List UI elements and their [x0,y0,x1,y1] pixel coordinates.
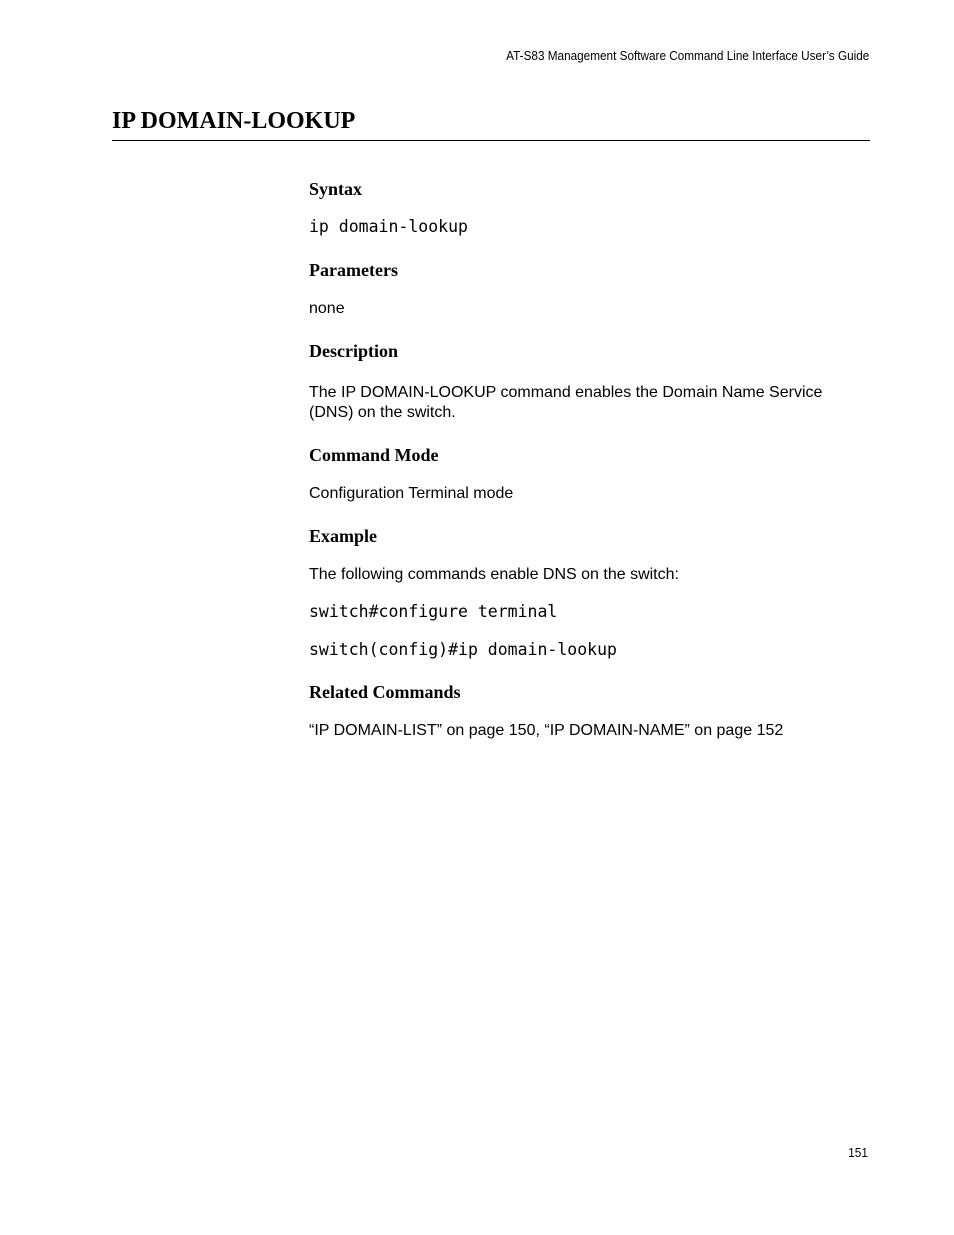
related-commands-text: “IP DOMAIN-LIST” on page 150, “IP DOMAIN-NAME” on page 152 [309,722,784,739]
example-heading: Example [309,526,378,546]
title-rule [112,140,870,141]
description-heading: Description [309,341,398,361]
page-title: IP DOMAIN-LOOKUP [112,108,356,134]
description-text: The IP DOMAIN-LOOKUP command enables the Domain Name Service (DNS) on the switch. [309,384,823,421]
command-mode-heading: Command Mode [309,445,439,465]
running-header: AT-S83 Management Software Command Line Interface User’s Guide [505,49,869,63]
syntax-code: ip domain-lookup [309,217,468,236]
example-code-line: switch#configure terminal [309,602,558,621]
command-mode-text: Configuration Terminal mode [309,485,514,502]
example-text: The following commands enable DNS on the switch: [309,566,679,583]
syntax-heading: Syntax [309,179,363,199]
page-number: 151 [848,1146,868,1160]
parameters-heading: Parameters [309,260,398,280]
example-code-line: switch(config)#ip domain-lookup [309,640,617,659]
parameters-text: none [309,300,345,317]
related-commands-heading: Related Commands [309,682,461,702]
